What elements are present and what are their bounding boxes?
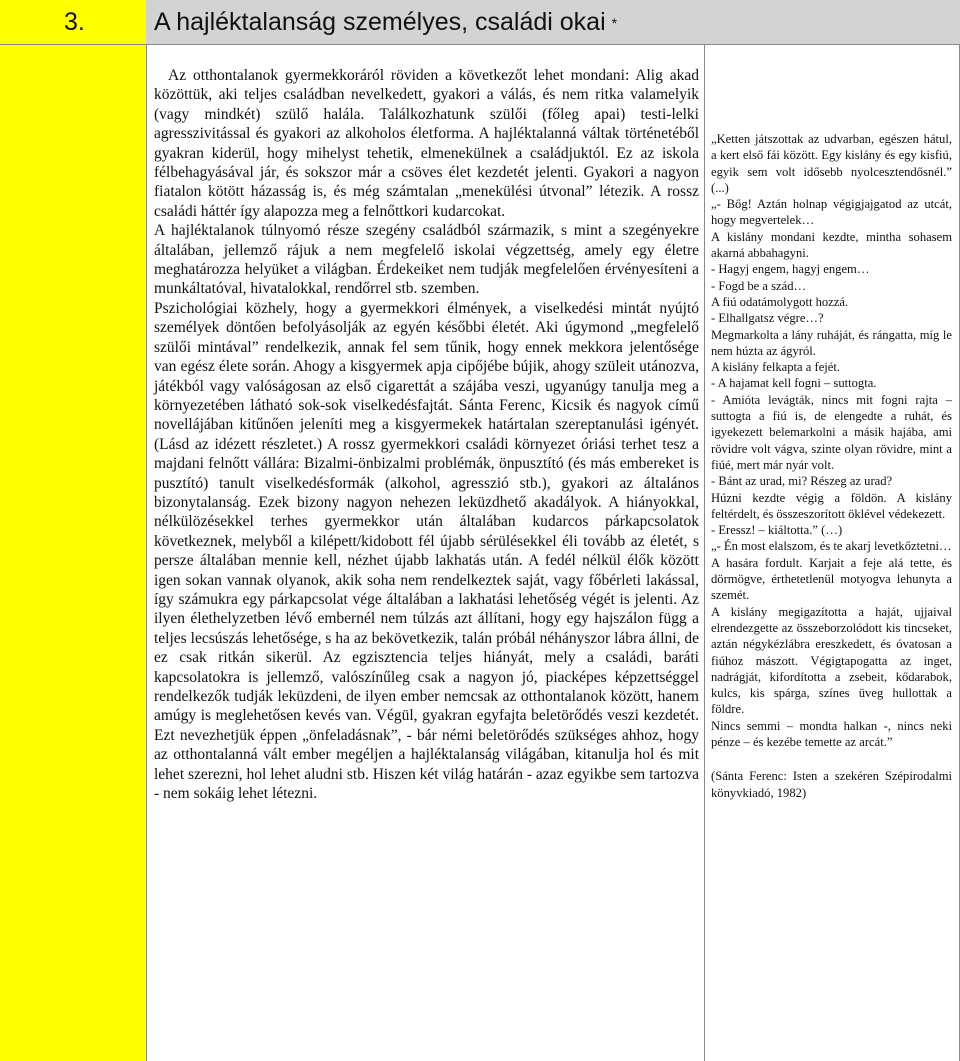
quote-line: „- Bőg! Aztán holnap végigjajgatod az utcát, hogy megvertelek… [711,197,952,228]
main-text [154,66,699,803]
sidebar-quote [711,131,952,801]
quote-line: A hasára fordult. Karjait a feje alá tette, és dörmögve, érthetetlenül motyogva lehunyta a szemét. [711,555,952,603]
column-divider-right [704,44,705,1061]
quote-line: „Ketten játszottak az udvarban, egészen hátul, a kert első fái között. Egy kislány és egy kisfiú, egyik sem volt idősebb nyolcesztendősnél.” (...) [711,132,952,195]
header-divider [0,44,960,45]
quote-line: - Amióta levágták, nincs mit fogni rajta – suttogta a fiú is, de elengedte a ruhát, és igyekezett belemarkolni a másik hajába, ami rövidre volt vágva, szinte olyan rövidre, mint a fiúé, mert már nyár volt. [711,392,952,472]
quote-line: A fiú odatámolygott hozzá. [711,294,849,309]
quote-line: Megmarkolta a lány ruháját, és rángatta, míg le nem húzta az ágyról. [711,327,952,358]
quote-line: A kislány mondani kezdte, mintha sohasem akarná abbahagyni. [711,229,952,261]
paragraph-poverty: A hajléktalanok túlnyomó része szegény családból származik, s mint a szegényekre általában, jellemző rájuk a nem megfelelő iskolai végzettség, amely egy életre meghatározza helyüket a világban. Érdekeiket nem tudják megfelelően érvényesíteni a munkáltatóval, hivatalokkal, rendőrrel stb. szemben. [154,222,699,298]
quote-line: - A hajamat kell fogni – suttogta. [711,376,877,391]
quote-line: - Bánt az urad, mi? Részeg az urad? [711,474,893,489]
column-divider-left [146,44,147,1061]
section-title-text: A hajléktalanság személyes, családi okai [154,8,606,36]
quote-line: - Eressz! – kiáltotta.” (…) [711,523,843,538]
footnote-mark: * [611,15,618,31]
quote-line: „- Én most elalszom, és te akarj levetkőztetni… [711,539,952,554]
quote-citation: (Sánta Ferenc: Isten a szekéren Szépirodalmi könyvkiadó, 1982) [711,769,952,800]
section-number: 3. [0,0,146,44]
quote-line: - Fogd be a szád… [711,278,807,293]
quote-line: A kislány felkapta a fejét. [711,360,841,375]
quote-line: A kislány megigazította a haját, ujjaival elrendezgette az összeborzolódott kis tincseket, aztán négykézlábra ereszkedett, és óvatosan a fiúhoz mászott. Végigtapogatta az inget, nadrágját, kifordította a zsebeit, kődarabok, kulcs, kis spárga, színes üveg hullottak a földre. [711,604,952,717]
section-title [154,0,617,44]
quote-line: - Hagyj engem, hagyj engem… [711,262,870,277]
paragraph-intro: Az otthontalanok gyermekkoráról röviden a következőt lehet mondani: Alig akad közöttük, aki teljes családban nevelkedett, gyakori a válás, és nem ritka valamelyik (vagy mindkét) szülő halála. Találkozhatunk szülői (főleg apai) testi-lelki agresszivitással és gyakori az alkoholos életforma. A hajléktalanná váltak történetéből gyakran kiderül, hogy mihelyst tehetik, elmenekülnek a családjuktól. Ez az iskola félbehagyásával jár, és sokszor már a csöves élet kezdetét jelenti. Gyakori a nagyon fiatalon kötött házasság is, és még számtalan „menekülési útvonal” létezik. A rossz családi háttér így alapozza meg a felnőttkori kudarcokat. [154,67,699,220]
quote-line: - Elhallgatsz végre…? [711,311,824,326]
quote-line: Húzni kezdte végig a földön. A kislány feltérdelt, és összeszorított öklével védekezett. [711,490,952,521]
quote-line: Nincs semmi – mondta halkan -, nincs neki pénze – és kezébe temette az arcát.” [711,718,952,749]
left-margin-column [0,44,146,1061]
paragraph-psychology: Pszichológiai közhely, hogy a gyermekkori élmények, a viselkedési mintát nyújtó személyek döntően befolyásolják az egyén későbbi életét. Aki úgymond „megfelelő szülői mintával” rendelkezik, annak fel sem tűnik, hogy ennek mekkora jelentősége van egész élete során. Ahogy a kisgyermek apja cipőjébe bújik, ahogy szüleit utánozva, játékból vagy valóságosan az első cigarettát a szájába veszi, ugyanúgy tanulja meg a környezetében látható sok-sok viselkedésfajtát. Sánta Ferenc, Kicsik és nagyok című novellájában kitűnően jeleníti meg a kisgyermekek határtalan szereptanulási igényét. (Lásd az idézett részletet.) A rossz gyermekkori családi környezet óriási terhet tesz a majdani felnőtt vállára: Bizalmi-önbizalmi problémák, önpusztító (és más embereket is pusztító) tanult viselkedésformák (alkohol, agresszió stb.), gyakori az általános bizonytalanság. Ezek bizony nagyon nehezen leküzdhető akadályok. A hiányokkal, nélkülözésekkel terhes gyermekkor után általában kudarcos párkapcsolatok következnek, melyből a kilépett/kidobott fél újabb sérülésekkel éli tovább az életét, s persze általában mennie kell, nézhet újabb lakhatás után. A fedél nélkül élők között igen sokan vannak olyanok, akik soha nem rendelkeztek saját, vagy főbérleti lakással, így számukra egy párkapcsolat vége általában a lakhatási lehetőség végét is jelenti. Az ilyen élethelyzetben lévő embernél nem túlzás azt állítani, hogy egy hajszálon függ a teljes lecsúszás lehetősége, s ha az bekövetkezik, talán próbál néhányszor lábra állni, de ez csak ritkán sikerül. Az egzisztencia teljes hiányát, mely a családi, baráti kapcsolatokra is jellemző, valószínűleg csak a nagyon jó, piacképes képzettséggel rendelkezők tudják leküzdeni, de ilyen ember nemcsak az otthontalanok között, hanem amúgy is meglehetősen kevés van. Végül, gyakran egyfajta beletörődés veszi kezdetét. Ezt nevezhetjük éppen „önfeladásnak”, - bár némi beletörődés szükséges ahhoz, hogy az otthontalanná vált ember megéljen a hajléktalanság világában, kitanulja hol és mit lehet szerezni, hol lehet aludni stb. Hiszen két világ határán - azaz egyikbe sem tartozva - nem sokáig lehet létezni. [154,299,699,803]
